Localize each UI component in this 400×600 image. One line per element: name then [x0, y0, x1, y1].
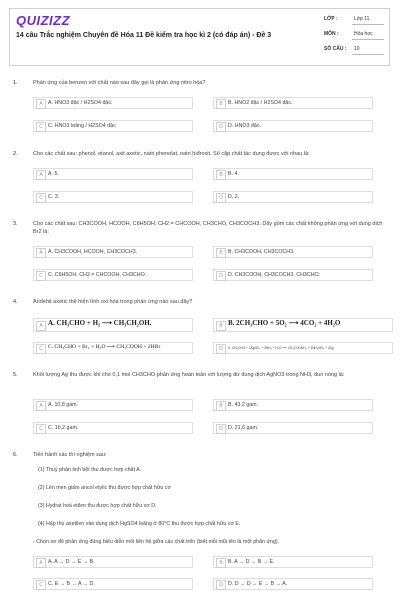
- meta-underline: [352, 54, 384, 55]
- option-letter: A: [36, 401, 46, 411]
- question-text: Anđehit axetic thể hiện tính oxi hóa trong phản ứng nào sau đây?: [33, 299, 193, 305]
- option-text: C. CH₃CHO + Br₂ + H₂O ⟶ CH₃COOH + 2HBr: [48, 344, 161, 350]
- question-text: Khối lượng Ag thu được khi cho 0,1 mol CH3CHO phản ứng hoàn toàn với lượng dư dung dịch AgNO3 trong NH3, đun nóng là:: [33, 372, 345, 378]
- answer-option-d[interactable]: [213, 120, 373, 132]
- option-text: C. 3.: [48, 194, 60, 200]
- meta-value: Lớp 11: [354, 16, 370, 22]
- option-text: A. CH₃CHO + H₂ ⟶ CH₃CH₂OH.: [48, 319, 152, 327]
- question-text: Cho các chất sau: phenol, etanol, axit axetic, natri phenolat, natri hiđroxit. Số cặp chất tác dụng được với nhau là:: [33, 151, 310, 157]
- option-text: B. HNO2 đặc / H2SO4 đặc.: [228, 100, 293, 106]
- option-text: D. 21,6 gam.: [228, 425, 259, 431]
- option-letter: C: [36, 424, 46, 434]
- question-number: 1.: [13, 80, 18, 86]
- question-number: 2.: [13, 151, 18, 157]
- option-text: A. 10,8 gam.: [48, 402, 79, 408]
- option-text: A. 5.: [48, 171, 59, 177]
- experiment-item: (4) Hấp thụ axetilen vào dung dịch HgSO4 loãng ở 80°C thu được hợp chất hữu cơ E.: [38, 521, 241, 527]
- option-letter: D: [216, 271, 226, 281]
- document-title: 14 câu Trắc nghiệm Chuyên đề Hóa 11 Đề kiểm tra học kì 2 (có đáp án) - Đề 3: [16, 32, 272, 39]
- answer-option-c[interactable]: [33, 191, 193, 203]
- experiment-item: (1) Thuỷ phân tinh bột thu được hợp chất A.: [38, 467, 142, 473]
- answer-option-d[interactable]: [213, 269, 373, 281]
- instruction-text: - Chọn sơ đồ phản ứng đúng biểu diễn mối liên hệ giữa các chất trên (biết mỗi mũi tên là một phản ứng).: [33, 539, 280, 545]
- option-text: D. CH₃CHO + 2AgNO₃ + 3NH₃ + H₂O ⟶ CH₃COONH₄ + 2NH₄NO₃ + 2Ag: [228, 346, 334, 350]
- option-letter: D: [216, 580, 226, 590]
- option-text: B. A → D → B → E.: [228, 559, 275, 565]
- option-text: D. 2.: [228, 194, 240, 200]
- option-text: B. 2CH₃CHO + 5O₂ ⟶ 4CO₂ + 4H₂O: [228, 319, 341, 327]
- option-letter: B: [216, 170, 226, 180]
- answer-option-c[interactable]: [33, 578, 193, 590]
- meta-label: MÔN :: [324, 31, 339, 37]
- option-letter: D: [216, 344, 226, 354]
- option-letter: B: [216, 401, 226, 411]
- option-text: A. HNO3 đặc / H2SO4 đặc.: [48, 100, 113, 106]
- option-letter: C: [36, 122, 46, 132]
- option-letter: B: [216, 558, 226, 568]
- option-text: B. 43,2 gam.: [228, 402, 259, 408]
- answer-option-c[interactable]: [33, 342, 193, 354]
- option-letter: A: [36, 248, 46, 258]
- question-text: Phản ứng của benzen với chất nào sau đây gọi là phản ứng nitro hóa?: [33, 80, 206, 86]
- option-letter: C: [36, 580, 46, 590]
- answer-option-c[interactable]: [33, 269, 193, 281]
- answer-option-c[interactable]: [33, 120, 193, 132]
- option-text: B. CH3COOH, CH3COCH3.: [228, 249, 295, 255]
- meta-value: Hóa học: [354, 31, 373, 37]
- answer-option-a[interactable]: [33, 97, 193, 109]
- option-text: A. CH3COOH, HCOOH, CH3COCH3.: [48, 249, 138, 255]
- option-letter: B: [216, 99, 226, 109]
- option-text: D. CH3COOH, CH3COCH3, CH3CHO.: [228, 272, 321, 278]
- answer-option-b[interactable]: [213, 97, 373, 109]
- answer-option-c[interactable]: [33, 422, 193, 434]
- experiment-item: (2) Lên men giấm ancol etylic thu được hợp chất hữu cơ: [38, 485, 171, 491]
- option-text: D. D → D → E → B → A.: [228, 581, 288, 587]
- answer-option-a[interactable]: [33, 318, 193, 332]
- meta-label: LỚP :: [324, 16, 338, 22]
- option-text: C. E → B → A → D.: [48, 581, 95, 587]
- option-letter: A: [36, 99, 46, 109]
- answer-option-b[interactable]: [213, 556, 373, 568]
- question-text: Tiến hành các thí nghiệm sau:: [33, 452, 107, 458]
- quizizz-logo: QUIZIZZ: [16, 13, 71, 28]
- option-text: C. C6H5OH, CH2 = CHCOOH, CH3CHO.: [48, 272, 147, 278]
- option-text: D. HNO3 đặc.: [228, 123, 261, 129]
- question-number: 5.: [13, 372, 18, 378]
- answer-option-b[interactable]: [213, 168, 373, 180]
- question-number: 4.: [13, 299, 18, 305]
- option-text: C. HNO3 loãng / H2SO4 đặc: [48, 123, 116, 129]
- worksheet-header: [9, 8, 390, 66]
- option-letter: C: [36, 193, 46, 203]
- option-letter: C: [36, 271, 46, 281]
- question-number: 3.: [13, 221, 18, 227]
- answer-option-b[interactable]: [213, 399, 373, 411]
- option-letter: B: [216, 248, 226, 258]
- question-text: Cho các chất sau: CH3COOH, HCOOH, C6H5OH, CH2 = CHCOOH, CH3CHO, CH3COCH3. Dãy gồm các chất không phản ứng với dung dịch Br2 là:: [33, 221, 383, 235]
- meta-underline: [352, 39, 384, 40]
- answer-option-b[interactable]: [213, 246, 373, 258]
- meta-label: SỐ CÂU :: [324, 46, 347, 52]
- option-text: C. 16,2 gam.: [48, 425, 79, 431]
- answer-option-d[interactable]: [213, 422, 373, 434]
- answer-option-d[interactable]: [213, 342, 393, 354]
- option-letter: A: [36, 321, 46, 331]
- option-text: B. 4.: [228, 171, 239, 177]
- question-number: 6.: [13, 452, 18, 458]
- answer-option-d[interactable]: [213, 578, 373, 590]
- answer-option-a[interactable]: [33, 168, 193, 180]
- option-letter: B: [216, 321, 226, 331]
- option-letter: C: [36, 344, 46, 354]
- answer-option-a[interactable]: [33, 556, 193, 568]
- option-letter: D: [216, 424, 226, 434]
- answer-option-a[interactable]: [33, 399, 193, 411]
- answer-option-b[interactable]: [213, 318, 393, 332]
- answer-option-a[interactable]: [33, 246, 193, 258]
- option-text: A. A → D → E → B.: [48, 559, 95, 565]
- experiment-item: (3) Hyđrat hoá etilen thu được hợp chất hữu cơ D.: [38, 503, 157, 509]
- option-letter: A: [36, 558, 46, 568]
- meta-underline: [352, 24, 384, 25]
- meta-value: 10: [354, 46, 360, 52]
- option-letter: D: [216, 193, 226, 203]
- answer-option-d[interactable]: [213, 191, 373, 203]
- option-letter: D: [216, 122, 226, 132]
- option-letter: A: [36, 170, 46, 180]
